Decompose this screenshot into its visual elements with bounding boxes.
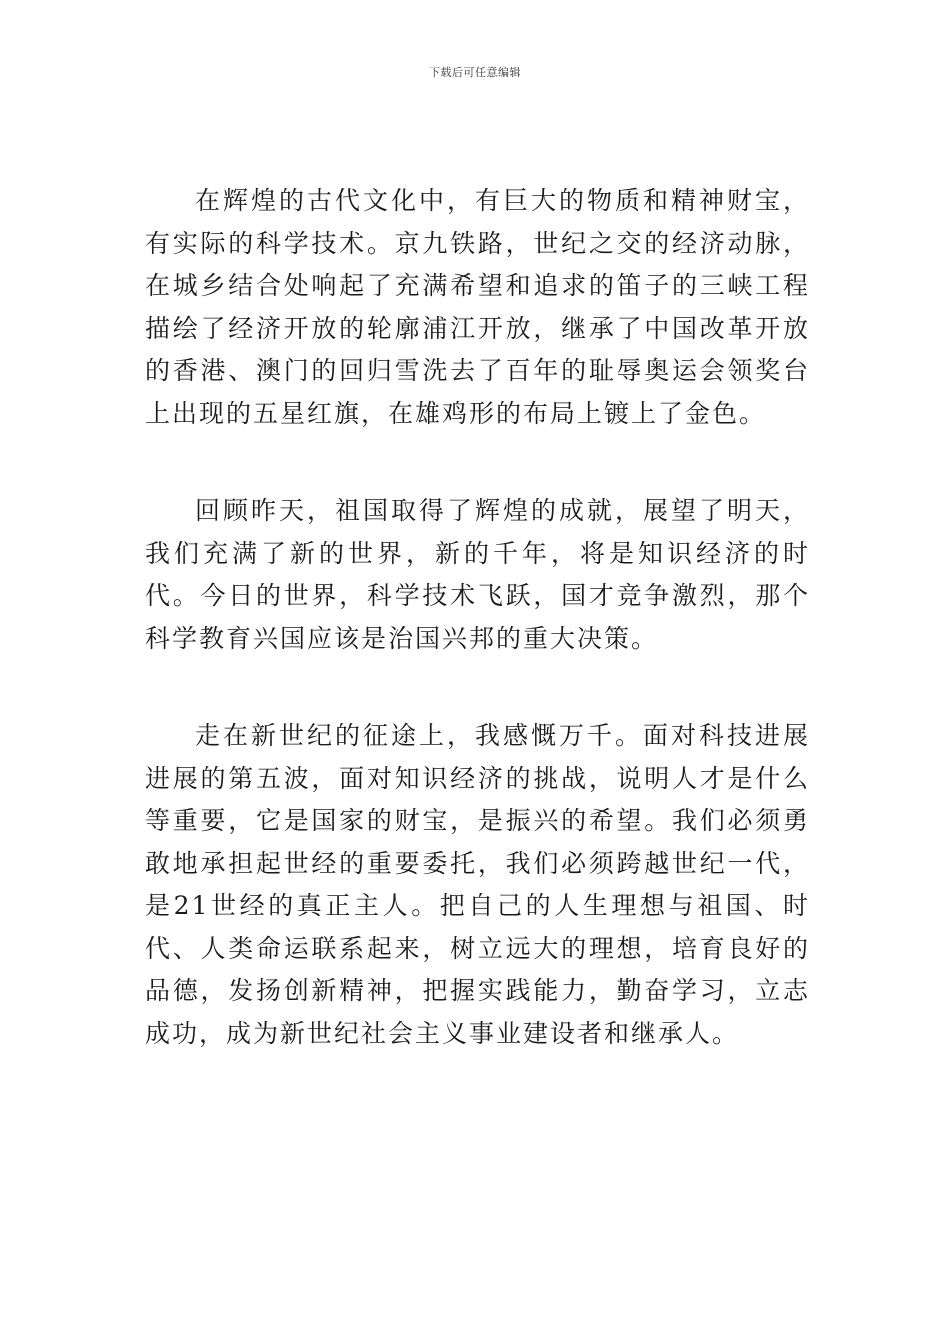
paragraph-1: 在辉煌的古代文化中，有巨大的物质和精神财宝，有实际的科学技术。京九铁路，世纪之交的经济动脉，在城乡结合处响起了充满希望和追求的笛子的三峡工程描绘了经济开放的轮廓浦江开放，继承了中国改革开放的香港、澳门的回归雪洗去了百年的耻辱奥运会领奖台上出现的五星红旗，在雄鸡形的布局上镀上了金色。 (145, 186, 810, 428)
paragraph-2: 回顾昨天，祖国取得了辉煌的成就，展望了明天，我们充满了新的世界，新的千年，将是知识经济的时代。今日的世界，科学技术飞跃，国才竞争激烈，那个科学教育兴国应该是治国兴邦的重大决策。 (145, 496, 810, 653)
page-header-note: 下载后可任意编辑 (429, 66, 521, 79)
document-body (145, 180, 810, 1055)
paragraph-3: 走在新世纪的征途上，我感慨万千。面对科技进展进展的第五波，面对知识经济的挑战，说明人才是什么等重要，它是国家的财宝，是振兴的希望。我们必须勇敢地承担起世经的重要委托，我们必须跨越世纪一代，是21世经的真正主人。把自己的人生理想与祖国、时代、人类命运联系起来，树立远大的理想，培育良好的品德，发扬创新精神，把握实践能力，勤奋学习，立志成功，成为新世纪社会主义事业建设者和继承人。 (145, 721, 810, 1048)
